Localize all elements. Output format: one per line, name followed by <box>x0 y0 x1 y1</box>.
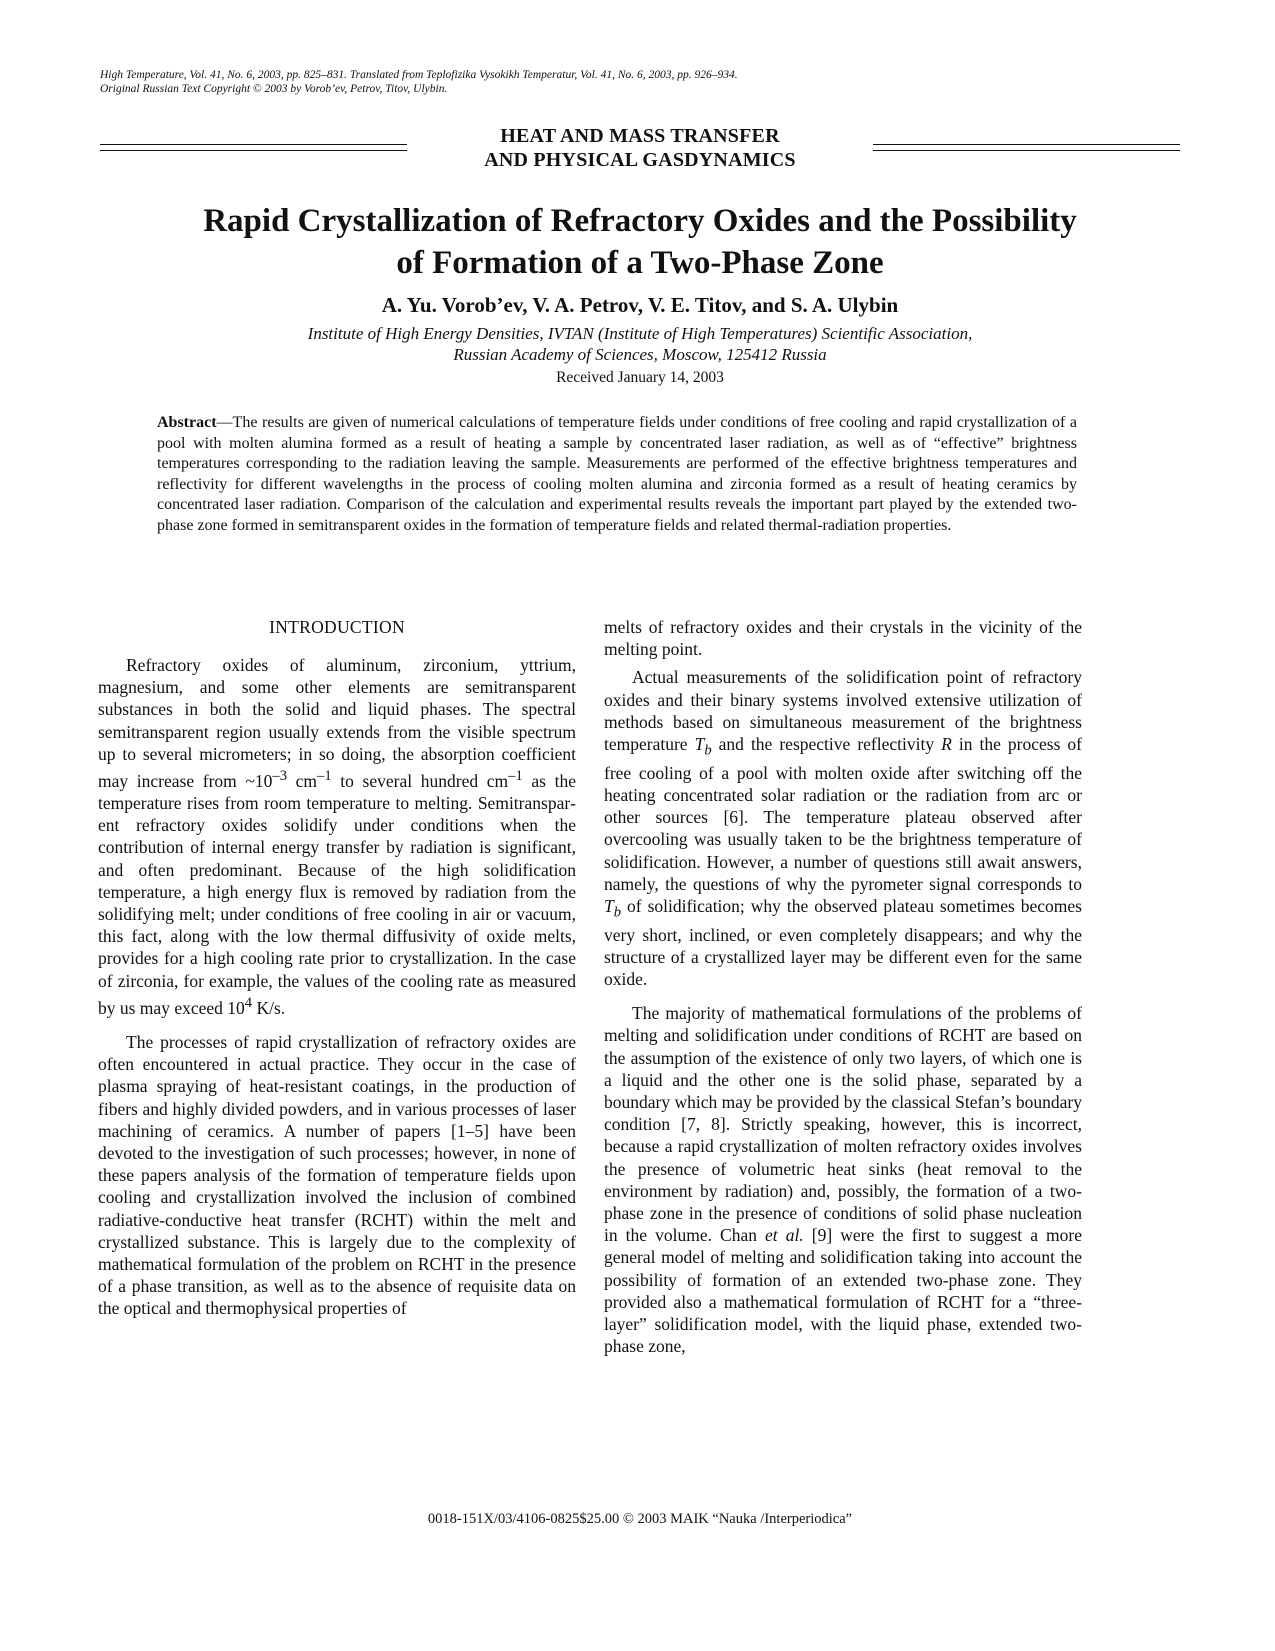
intro-paragraph-1 <box>98 654 576 1019</box>
text-run: Actual measurements of the solidification point of refractory oxides and their binary systems involved extensive utilization of methods based on simultaneous measurement of the brightness temperature <box>604 667 1082 755</box>
copyright-line: Original Russian Text Copyright © 2003 by Vorob’ev, Petrov, Titov, Ulybin. <box>100 83 448 95</box>
text-run: Refractory oxides of aluminum, zirconium, yttrium, magnesium, and some other elements are semitransparent substances in both the solid and liquid phases. The spectral semitransparent region usually extends from the visible spectrum up to several micrometers; in so doing, the absorption coefficient may increase from ~10 <box>98 655 576 791</box>
superscript: –3 <box>272 768 287 785</box>
right-column <box>604 616 1082 1358</box>
journal-header <box>100 68 1180 96</box>
text-run: K/s. <box>252 997 286 1018</box>
authors: A. Yu. Vorob’ev, V. A. Petrov, V. E. Titov, and S. A. Ulybin <box>381 293 899 317</box>
subscript-b: b <box>613 904 622 921</box>
text-run: cm <box>287 770 318 791</box>
text-run: to several hundred cm <box>331 770 509 791</box>
affiliation <box>100 323 1180 365</box>
banner-rule-left <box>100 144 407 151</box>
abstract <box>157 413 1077 536</box>
superscript: 4 <box>244 994 253 1011</box>
symbol-T: T <box>694 734 705 755</box>
et-al: et al. <box>765 1225 804 1246</box>
section-category-line1: HEAT AND MASS TRANSFER <box>500 125 780 147</box>
section-banner <box>100 124 1180 176</box>
abstract-text: —The results are given of numerical calculations of temperature fields under conditions of free cooling and rapid crystallization of a pool with molten alumina formed as a result of heating a sample by concentrated laser radiation, as well as of “effective” brightness temperatures corresponding to the radiation leaving the sample. Measurements are performed of the effective brightness temperatures and reflectivity for different wavelengths in the process of cooling molten alumina and zirconia formed as a result of heating ceramics by concentrated laser radiation. Comparison of the calculation and experimental results reveals the important part played by the extended two-phase zone formed in semitransparent oxides in the formation of temperature fields and related thermal-radiation properties. <box>157 414 1077 534</box>
banner-rule-right <box>873 144 1180 151</box>
section-category <box>407 124 873 172</box>
received-date: Received January 14, 2003 <box>556 369 724 386</box>
text-run: [9] were the first to suggest a more general model of melting and solidification taking into account the possibility of formation of an extended two-phase zone. They provided also a mathematical formulation of RCHT for a “three-layer” solidification model, with the liquid phase, extended two-phase zone, <box>604 1225 1082 1357</box>
symbol-R: R <box>941 734 952 755</box>
symbol-T: T <box>604 895 614 916</box>
title-line2: of Formation of a Two-Phase Zone <box>396 245 884 281</box>
intro-paragraph-4 <box>604 1002 1082 1357</box>
text-run: The majority of mathematical formulations of the problems of melting and solidification under conditions of RCHT are based on the assumption of the existence of only two layers, of which one is a liquid and the other one is the solid phase, separated by a boundary which may be provided by the classical Stefan’s boundary condition [7, 8]. Strictly speaking, however, this is incorrect, because a rapid crystallization of molten refractory oxides involves the presence of volumetric heat sinks (heat removal to the environment by radiation) and, possibly, the formation of a two-phase zone in the presence of conditions of solid phase nucleation in the volume. Chan <box>604 1003 1082 1246</box>
section-category-line2: AND PHYSICAL GASDYNAMICS <box>484 149 796 171</box>
subscript-b: b <box>704 742 712 759</box>
superscript: –1 <box>508 768 523 785</box>
title-line1: Rapid Crystallization of Refractory Oxides and the Possibility <box>203 203 1077 239</box>
footer-copyright: 0018-151X/03/4106-0825$25.00 © 2003 MAIK “Nauka /Interperiodica” <box>427 1511 853 1527</box>
intro-paragraph-2: The processes of rapid crystallization of refractory oxides are often encountered in actual practice. They occur in the case of plasma spraying of heat-resistant coatings, in the production of fibers and highly divided powders, and in various processes of laser machining of ceramics. A number of papers [1–5] have been devoted to the investigation of such processes; however, in none of these papers analysis of the formation of temperature fields upon cooling and crystallization involved the inclusion of combined radiative-conductive heat transfer (RCHT) within the melt and crystallized substance. This is largely due to the complexity of mathematical formulation of the problem on RCHT in the presence of a phase transition, as well as to the absence of requisite data on the optical and thermophysical properties of <box>98 1031 576 1319</box>
paper-title <box>100 200 1180 284</box>
affiliation-line1: Institute of High Energy Densities, IVTAN (Institute of High Temperatures) Scientific Association, <box>307 324 973 343</box>
journal-citation-line: High Temperature, Vol. 41, No. 6, 2003, pp. 825–831. Translated from Teplofizika Vysokikh Temperatur, Vol. 41, No. 6, 2003, pp. 926–934. <box>100 69 738 81</box>
superscript: –1 <box>317 768 332 785</box>
intro-paragraph-2-continued: melts of refractory oxides and their crystals in the vicinity of the melting point. <box>604 617 1082 660</box>
text-run: of solidification; why the observed plateau sometimes becomes very short, inclined, or even completely disappears; and why the structure of a crystallized layer may be different even for the same oxide. <box>604 895 1082 990</box>
introduction-heading: INTRODUCTION <box>269 617 405 637</box>
left-column <box>98 616 576 1320</box>
intro-paragraph-3 <box>604 666 1082 990</box>
abstract-label: Abstract <box>157 414 217 431</box>
text-run: as the temperature rises from room temperature to melting. Semitransparent refractory oxides solidify under conditions when the contribution of internal energy transfer by radiation is significant, and often predominant. Because of the high solidification temperature, a high energy flux is removed by radiation from the solidifying melt; under conditions of free cooling in air or vacuum, this fact, along with the low thermal diffusivity of oxide melts, provides for a high cooling rate prior to crystallization. In the case of zirconia, for example, the values of the cooling rate as measured by us may exceed 10 <box>98 770 577 1018</box>
affiliation-line2: Russian Academy of Sciences, Moscow, 125412 Russia <box>453 345 827 364</box>
text-run: and the respective reflectivity <box>711 734 942 755</box>
text-run: in the process of free cooling of a pool with molten oxide after switching off the heating concentrated solar radiation or the radiation from arc or other sources [6]. The temperature plateau observed after overcooling was usually taken to be the brightness temperature of solidification. However, a number of questions still await answers, namely, the questions of why the pyrometer signal corresponds to <box>604 734 1082 894</box>
